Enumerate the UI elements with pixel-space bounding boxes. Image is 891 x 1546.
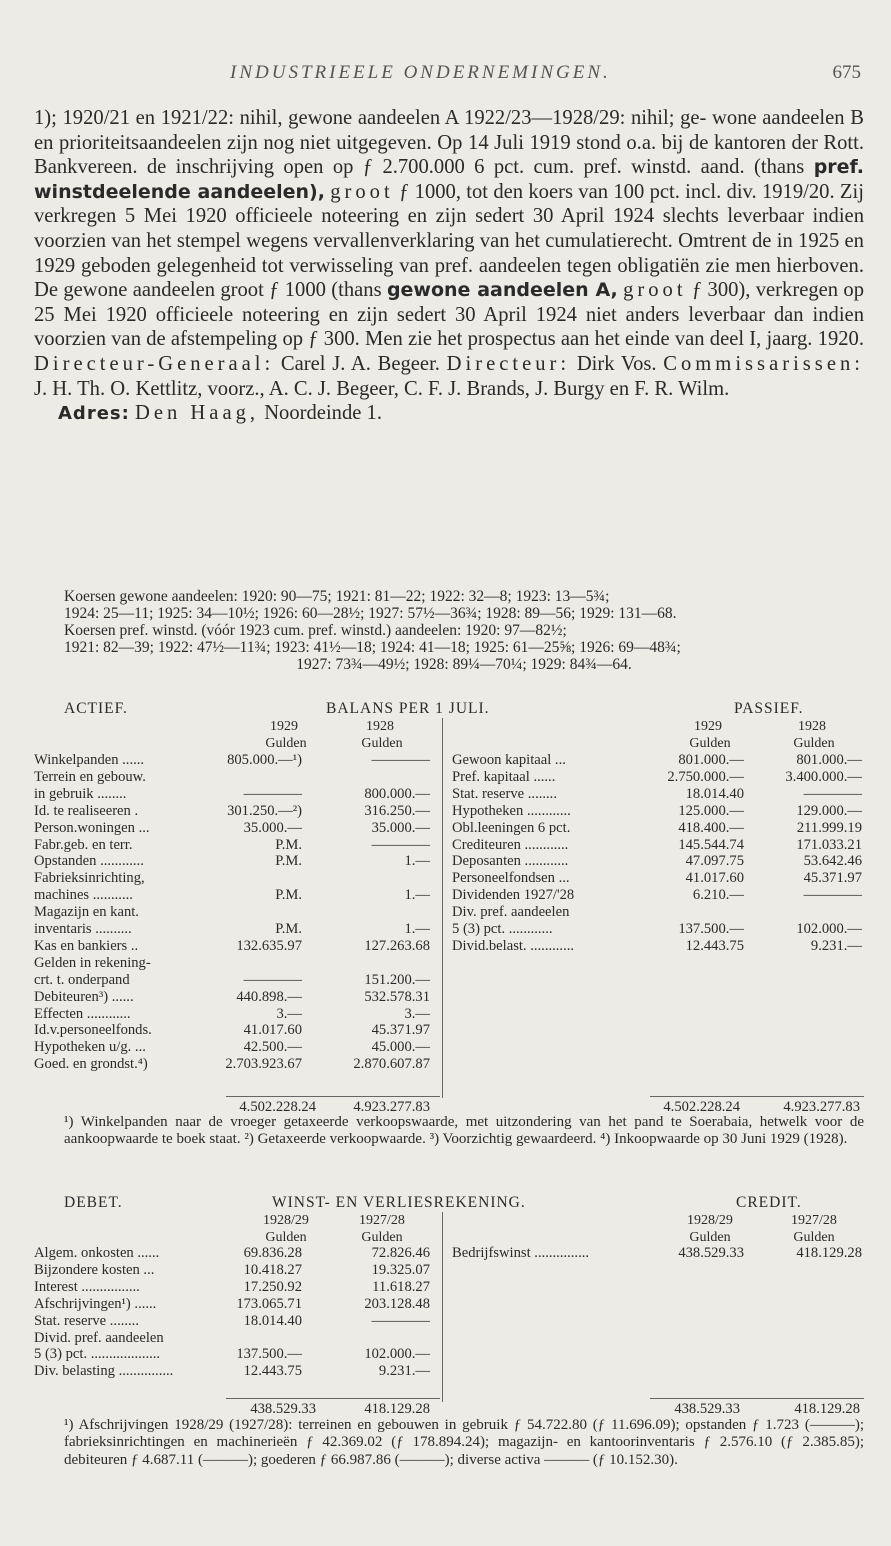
- row-label: Pref. kapitaal ......: [452, 768, 556, 785]
- row-label: Interest ................: [34, 1278, 140, 1295]
- row-label: Obl.leeningen 6 pct.: [452, 819, 571, 836]
- row-label: crt. t. onderpand: [34, 971, 130, 988]
- row-label: Fabr.geb. en terr.: [34, 836, 133, 853]
- amount-cell: 17.250.92: [243, 1278, 302, 1295]
- row-label: Id. te realiseeren .: [34, 802, 139, 819]
- year-header: 1928: [798, 719, 826, 734]
- total-amount: 418.129.28: [794, 1401, 860, 1417]
- amount-cell: 127.263.68: [364, 937, 430, 954]
- amount-cell: ————: [243, 971, 302, 988]
- amount-cell: 171.033.21: [796, 836, 862, 853]
- row-label: Gewoon kapitaal ...: [452, 752, 566, 768]
- year-header: 1927/28: [359, 1213, 405, 1228]
- row-label: Algem. onkosten ......: [34, 1245, 160, 1261]
- row-label: Effecten ............: [34, 1005, 131, 1022]
- credit-label: CREDIT.: [736, 1194, 802, 1211]
- row-label: Crediteuren ............: [452, 836, 569, 853]
- text-line: ƒ 300. Men zie het prospectus aan het einde van deel I, jaarg. 1920.: [308, 328, 864, 351]
- keyword-bold: winstdeelende aandeelen),: [34, 180, 325, 203]
- row-label: Bedrijfswinst ...............: [452, 1245, 590, 1261]
- row-label: inventaris ..........: [34, 921, 132, 937]
- text-line: ƒ 1000, tot den koers van: [399, 180, 609, 203]
- amount-cell: 145.544.74: [678, 836, 744, 853]
- amount-cell: ————: [243, 785, 302, 802]
- amount-cell: 418.400.—: [678, 819, 744, 836]
- amount-cell: 11.618.27: [372, 1278, 430, 1295]
- row-label: Afschrijvingen¹) ......: [34, 1295, 157, 1312]
- amount-cell: 42.500.—: [243, 1039, 302, 1056]
- amount-cell: 12.443.75: [243, 1363, 302, 1380]
- row-label: Divid.belast. ............: [452, 937, 575, 954]
- amount-cell: ————: [371, 836, 430, 853]
- text-line: en zijn sedert 30 April 1924 slechts leverbaar indien voorzien van het: [34, 205, 864, 252]
- text-line: op 25 Mei 1920 officieele noteering en zijn sedert 30 April 1924 niet: [34, 279, 864, 326]
- total-amount: 438.529.33: [250, 1401, 316, 1417]
- text-line: ƒ 1000 (thans: [269, 279, 382, 302]
- total-amount: 4.502.228.24: [663, 1099, 740, 1115]
- total-amount: 438.529.33: [674, 1401, 740, 1417]
- amount-cell: 316.250.—: [364, 802, 430, 819]
- amount-cell: 211.999.19: [796, 819, 862, 836]
- amount-cell: 132.635.97: [236, 937, 302, 954]
- price-line: Koersen gewone aandeelen: 1920: 90—75; 1921: 81—22; 1922: 32—8; 1923: 13—5¾;: [64, 588, 610, 605]
- person-name: J. H. Th. O. Kettlitz, voorz., A. C. J.: [34, 377, 332, 400]
- amount-cell: ————: [803, 887, 862, 904]
- amount-cell: 2.870.607.87: [353, 1056, 430, 1073]
- person-name: Vos.: [620, 352, 657, 375]
- row-label: Id.v.personeelfonds.: [34, 1022, 152, 1039]
- amount-cell: P.M.: [275, 887, 302, 904]
- row-label: Terrein en gebouw.: [34, 768, 146, 785]
- section-title: INDUSTRIEELE ONDERNEMINGEN.: [230, 62, 611, 83]
- winst-title: WINST- EN VERLIESREKENING.: [272, 1194, 526, 1211]
- year-header: 1928: [366, 719, 394, 734]
- amount-cell: 18.014.40: [243, 1312, 302, 1329]
- amount-cell: ————: [371, 1312, 430, 1329]
- amount-cell: 801.000.—: [678, 752, 744, 768]
- amount-cell: 2.750.000.—: [667, 768, 744, 785]
- row-label: Stat. reserve ........: [34, 1312, 139, 1329]
- amount-cell: 9.231.—: [378, 1363, 430, 1380]
- amount-cell: 203.128.48: [364, 1295, 430, 1312]
- winst-footnote: ¹) Afschrijvingen 1928/29 (1927/28): terreinen en gebouwen in gebruik ƒ 54.722.80 (ƒ 11.696.09); opstanden ƒ 1.723 (———); fabrieksinrichtingen en machinerieën ƒ 42.369.02 (ƒ 178.894.24); magazijn- en kantoorinventaris ƒ 2.576.10 (ƒ 2.385.85); debiteuren ƒ 4.687.11 (———); goederen ƒ 66.987.86 (———); diverse activa ——— (ƒ 10.152.30).: [64, 1417, 864, 1468]
- amount-cell: 102.000.—: [796, 921, 862, 937]
- amount-cell: P.M.: [275, 853, 302, 870]
- text-line: tegen obligatiën zie men hierboven. De gewone aandeelen groot: [34, 254, 865, 302]
- amount-cell: 18.014.40: [685, 785, 744, 802]
- unit-header: Gulden: [361, 1230, 403, 1245]
- column-divider: [442, 718, 443, 1098]
- amount-cell: 438.529.33: [678, 1245, 744, 1261]
- total-rule: [650, 1398, 864, 1399]
- amount-cell: 45.000.—: [371, 1039, 430, 1056]
- unit-header: Gulden: [689, 1230, 731, 1245]
- year-header: 1929: [694, 719, 722, 734]
- amount-cell: 35.000.—: [243, 819, 302, 836]
- amount-cell: 41.017.60: [243, 1022, 302, 1039]
- balans-title: BALANS PER 1 JULI.: [326, 700, 490, 717]
- total-rule: [650, 1096, 864, 1097]
- amount-cell: 125.000.—: [678, 802, 744, 819]
- amount-cell: 137.500.—: [236, 1346, 302, 1363]
- unit-header: Gulden: [265, 736, 307, 751]
- amount-cell: 151.200.—: [364, 971, 430, 988]
- row-label: machines ...........: [34, 887, 133, 904]
- row-label: Person.woningen ...: [34, 819, 150, 836]
- row-label: Winkelpanden ......: [34, 752, 145, 768]
- unit-header: Gulden: [361, 736, 403, 751]
- total-rule: [226, 1398, 440, 1399]
- text-line: Op 14 Juli 1919 stond o.a. bij de kantoren der Rott. Bankvereen. de: [34, 131, 865, 179]
- row-label: in gebruik ........: [34, 785, 127, 802]
- amount-cell: 1.—: [404, 853, 430, 870]
- row-label: Div. pref. aandeelen: [452, 904, 570, 921]
- amount-cell: 3.—: [404, 1005, 430, 1022]
- keyword-bold: pref.: [813, 156, 864, 179]
- amount-cell: 102.000.—: [364, 1346, 430, 1363]
- amount-cell: 6.210.—: [692, 887, 744, 904]
- unit-header: Gulden: [689, 736, 731, 751]
- unit-header: Gulden: [265, 1230, 307, 1245]
- amount-cell: 3.400.000.—: [785, 768, 862, 785]
- actief-label: ACTIEF.: [64, 700, 128, 717]
- total-amount: 4.502.228.24: [239, 1099, 316, 1115]
- total-rule: [226, 1096, 440, 1097]
- row-label: Divid. pref. aandeelen: [34, 1329, 164, 1346]
- amount-cell: 805.000.—¹): [227, 752, 302, 768]
- year-header: 1928/29: [687, 1213, 733, 1228]
- amount-cell: ————: [803, 785, 862, 802]
- amount-cell: 137.500.—: [678, 921, 744, 937]
- amount-cell: 19.325.07: [371, 1261, 430, 1278]
- amount-cell: P.M.: [275, 921, 302, 937]
- role-label: Directeur:: [446, 352, 571, 375]
- spaced-word: groot: [330, 180, 394, 203]
- row-label: Magazijn en kant.: [34, 904, 139, 921]
- text-line: inschrijving open op ƒ 2.700.000 6 pct. cum. pref. winstd. aand. (thans: [175, 156, 805, 179]
- amount-cell: 129.000.—: [796, 802, 862, 819]
- amount-cell: 800.000.—: [364, 785, 430, 802]
- unit-header: Gulden: [793, 736, 835, 751]
- row-label: Dividenden 1927/'28: [452, 887, 575, 904]
- amount-cell: 72.826.46: [371, 1245, 430, 1261]
- row-label: Hypotheken u/g. ...: [34, 1039, 146, 1056]
- address-label: Adres:: [58, 403, 130, 425]
- row-label: Hypotheken ............: [452, 802, 571, 819]
- row-label: Stat. reserve ........: [452, 785, 557, 802]
- amount-cell: 41.017.60: [685, 870, 744, 887]
- row-label: Fabrieksinrichting,: [34, 870, 145, 887]
- amount-cell: ————: [371, 752, 430, 768]
- amount-cell: 69.836.28: [243, 1245, 302, 1261]
- person-name: Dirk: [576, 352, 615, 375]
- role-label: Commissarissen:: [663, 352, 864, 375]
- price-line: Koersen pref. winstd. (vóór 1923 cum. pref. winstd.) aandeelen: 1920: 97—82½;: [64, 622, 567, 639]
- row-label: Debiteuren³) ......: [34, 988, 134, 1005]
- amount-cell: 532.578.31: [364, 988, 430, 1005]
- amount-cell: 2.703.923.67: [225, 1056, 302, 1073]
- unit-header: Gulden: [793, 1230, 835, 1245]
- text-line: wone aandeelen B en prioriteitsaandeelen zijn nog niet uitgegeven.: [34, 107, 864, 154]
- total-amount: 4.923.277.83: [783, 1099, 860, 1115]
- price-history: [64, 588, 864, 673]
- amount-cell: 301.250.—²): [227, 802, 302, 819]
- passief-label: PASSIEF.: [734, 700, 804, 717]
- row-label: Opstanden ............: [34, 853, 144, 870]
- price-line: 1927: 73¾—49½; 1928: 89¼—70¼; 1929: 84¾—64.: [296, 656, 632, 673]
- amount-cell: 1.—: [404, 921, 430, 937]
- person-name: Carel J. A. Begeer.: [280, 352, 440, 375]
- price-line: 1921: 82—39; 1922: 47½—11¾; 1923: 41½—18; 1924: 41—18; 1925: 61—25⅝; 1926: 69—48¾;: [64, 639, 681, 656]
- body-paragraph: [34, 106, 864, 427]
- amount-cell: 10.418.27: [243, 1261, 302, 1278]
- total-amount: 418.129.28: [364, 1401, 430, 1417]
- price-line: 1924: 25—11; 1925: 34—10½; 1926: 60—28½; 1927: 57½—36¾; 1928: 89—56; 1929: 131—68.: [64, 605, 677, 622]
- keyword-bold: gewone aandeelen A,: [386, 279, 618, 302]
- text-line: stempel wegens vervallenverklaring van het cumulatierecht. Omtrent de: [176, 229, 772, 252]
- amount-cell: 440.898.—: [236, 988, 302, 1005]
- row-label: Deposanten ............: [452, 853, 569, 870]
- amount-cell: 45.371.97: [803, 870, 862, 887]
- text-line: ƒ 300), verkregen: [691, 279, 839, 302]
- total-amount: 4.923.277.83: [353, 1099, 430, 1115]
- running-header: [0, 62, 891, 88]
- amount-cell: 3.—: [276, 1005, 302, 1022]
- text-line: anders leverbaar dan indien voorzien van de afstempeling op: [34, 303, 864, 351]
- amount-cell: 12.443.75: [685, 937, 744, 954]
- spaced-word: groot: [623, 279, 687, 302]
- address-city: Den Haag,: [134, 402, 260, 425]
- amount-cell: 53.642.46: [803, 853, 862, 870]
- page-number: 675: [832, 62, 861, 83]
- row-label: Personeelfondsen ...: [452, 870, 570, 887]
- year-header: 1927/28: [791, 1213, 837, 1228]
- person-name: Begeer, C. F. J. Brands, J. Burgy en F. R. Wilm.: [336, 377, 730, 400]
- amount-cell: 9.231.—: [810, 937, 862, 954]
- text-line: 1); 1920/21 en 1921/22: nihil, gewone aandeelen A 1922/23—1928/29: nihil; ge-: [34, 107, 707, 129]
- row-label: 5 (3) pct. ............: [452, 921, 553, 937]
- row-label: Gelden in rekening-: [34, 954, 151, 971]
- amount-cell: 418.129.28: [796, 1245, 862, 1261]
- text-line: in 1925 en 1929 geboden gelegenheid tot verwisseling van pref. aandeelen: [34, 229, 864, 277]
- amount-cell: P.M.: [275, 836, 302, 853]
- amount-cell: 35.000.—: [371, 819, 430, 836]
- year-header: 1928/29: [263, 1213, 309, 1228]
- text-line: 100 pct. incl. div. 1919/20. Zij verkregen 5 Mei 1920 officieele noteering: [34, 180, 864, 228]
- row-label: 5 (3) pct. ...................: [34, 1346, 161, 1363]
- amount-cell: 801.000.—: [796, 752, 862, 768]
- row-label: Bijzondere kosten ...: [34, 1261, 155, 1278]
- debet-label: DEBET.: [64, 1194, 123, 1211]
- balans-footnote: ¹) Winkelpanden naar de vroeger getaxeerde verkoopswaarde, met uitzondering van het pand te Soerabaia, hetwelk voor de aankoopwaarde te boek staat. ²) Getaxeerde verkoopwaarde. ³) Voorzichtig gewaardeerd. ⁴) Inkoopwaarde op 30 Juni 1929 (1928).: [64, 1114, 864, 1148]
- row-label: Goed. en grondst.⁴): [34, 1056, 148, 1073]
- row-label: Div. belasting ...............: [34, 1363, 174, 1380]
- row-label: Kas en bankiers ..: [34, 937, 139, 954]
- amount-cell: 1.—: [404, 887, 430, 904]
- year-header: 1929: [270, 719, 298, 734]
- amount-cell: 47.097.75: [685, 853, 744, 870]
- role-label: Directeur-Generaal:: [34, 352, 275, 375]
- amount-cell: 173.065.71: [236, 1295, 302, 1312]
- amount-cell: 45.371.97: [371, 1022, 430, 1039]
- address-street: Noordeinde 1.: [264, 402, 382, 425]
- column-divider: [442, 1212, 443, 1402]
